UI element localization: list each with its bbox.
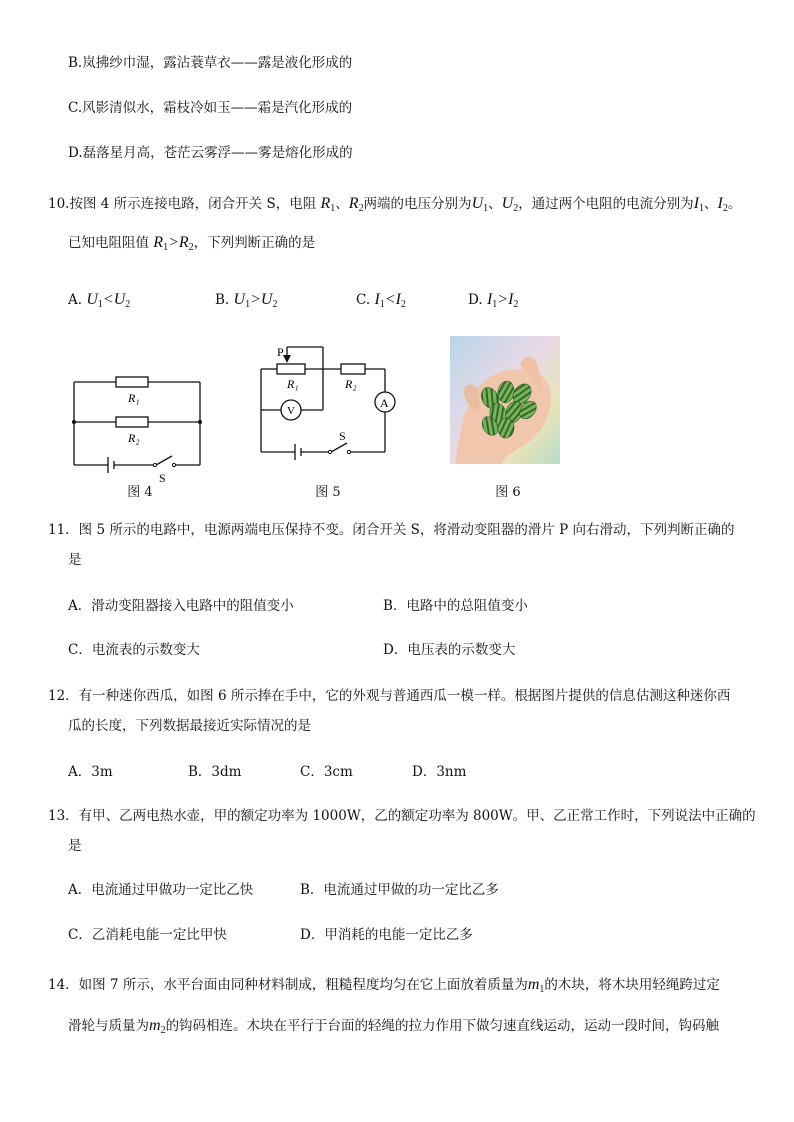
q12-stem-line2: 瓜的长度，下列数据最接近实际情况的是	[68, 718, 311, 734]
q10-condition	[68, 233, 315, 258]
q10-stem-part3: ，通过两个电阻的电流分别为	[518, 196, 694, 212]
q10-option-a-expr: $U_1<U_2$	[86, 291, 131, 310]
q11-stem-line2: 是	[68, 552, 82, 568]
q10-condition-part1: 已知电阻阻值	[68, 235, 149, 251]
q10-option-a-label: A.	[68, 292, 83, 308]
fig4-switch-label: S	[159, 471, 166, 485]
q10-option-b	[215, 290, 277, 315]
fig5-switch-label: S	[339, 429, 346, 443]
fig4-r1-label: R₁	[128, 391, 140, 405]
q11-option-b: B．电路中的总阻值变小	[383, 598, 528, 614]
q11-option-a: A．滑动变阻器接入电路中的阻值变小	[68, 598, 294, 614]
q11-stem-line1: 11．图 5 所示的电路中，电源两端电压保持不变。闭合开关 S，将滑动变阻器的滑片 P 向右滑动，下列判断正确的	[48, 522, 735, 538]
q9-option-b: B.岚拂纱巾湿，露沾蓑草衣——露是液化形成的	[68, 55, 353, 71]
q13-option-a: A．电流通过甲做功一定比乙快	[68, 882, 254, 898]
figure-4-circuit	[66, 370, 216, 485]
q10-number: 10.	[48, 196, 70, 212]
q13-option-d: D．甲消耗的电能一定比乙多	[300, 927, 473, 943]
q12-option-b: B．3dm	[188, 764, 242, 780]
q10-option-c-expr: $I_1<I_2$	[374, 291, 406, 310]
q10-stem-part2: 两端的电压分别为	[363, 196, 472, 212]
q12-option-d: D．3nm	[412, 764, 467, 780]
fig5-voltmeter-label: V	[287, 405, 295, 417]
figure-4-caption: 图 4	[127, 485, 153, 500]
q14-stem-line1	[48, 975, 720, 1000]
fig5-r2-label: R₂	[345, 377, 357, 391]
q10-symbol-u2: $U_2$	[501, 195, 519, 214]
q14-line1-part1: 14．如图 7 所示，水平台面由同种材料制成，粗糙程度均匀在它上面放着质量为	[48, 977, 528, 993]
q10-option-a	[68, 290, 130, 315]
q10-stem: 10.按图 4 所示连接电路，闭合开关 S，电阻 $R_1$、$R_2$两端的电压分别为$U_1$、$U_2$，通过两个电阻的电流分别为$I_1$、$I_2$。	[48, 195, 742, 214]
q10-option-b-label: B.	[215, 292, 230, 308]
q13-option-c: C．乙消耗电能一定比甲快	[68, 927, 227, 943]
q10-option-d-label: D.	[468, 292, 483, 308]
q10-symbol-i2: $I_2$	[717, 195, 728, 214]
q11-option-c: C．电流表的示数变大	[68, 642, 200, 658]
q10-option-c	[356, 290, 406, 315]
figure-6-caption: 图 6	[495, 485, 521, 500]
fig4-r2-label: R₂	[128, 431, 140, 445]
q10-symbol-r2: $R_2$	[348, 195, 364, 214]
fig5-ammeter-label: A	[380, 396, 389, 410]
figure-6-photo	[450, 336, 560, 464]
q9-option-d: D.磊落星月高，苍茫云雾浮——雾是熔化形成的	[68, 145, 353, 161]
q10-option-c-label: C.	[356, 292, 371, 308]
fig5-r1-label: R₁	[287, 377, 299, 391]
q10-option-b-expr: $U_1>U_2$	[233, 291, 278, 310]
q10-option-d-expr: $I_1>I_2$	[486, 291, 519, 310]
q14-stem-line2	[68, 1016, 719, 1041]
q10-condition-part2: ，下列判断正确的是	[193, 235, 316, 251]
q9-option-c: C.风影清似水，霜枝冷如玉——霜是汽化形成的	[68, 100, 353, 116]
q10-symbol-u1: $U_1$	[471, 195, 489, 214]
q10-option-d	[468, 290, 518, 315]
q10-symbol-r1: $R_1$	[320, 195, 336, 214]
q10-condition-expr: $R_1>R_2$	[153, 234, 194, 253]
q14-line1-part2: 的木块，将木块用轻绳跨过定	[544, 977, 720, 993]
q13-stem-line1: 13．有甲、乙两电热水壶，甲的额定功率为 1000W，乙的额定功率为 800W。甲、乙正常工作时，下列说法中正确的	[48, 808, 756, 824]
q10-stem-part4: 。	[727, 196, 742, 212]
q12-option-c: C．3cm	[300, 764, 353, 780]
fig5-slider-label: P	[277, 345, 284, 359]
figure-5-circuit	[255, 342, 405, 468]
q14-symbol-m1: $m_1$	[527, 976, 545, 995]
q10-stem-part1: 按图 4 所示连接电路，闭合开关 S，电阻	[69, 196, 317, 212]
q12-stem-line1: 12．有一种迷你西瓜，如图 6 所示捧在手中，它的外观与普通西瓜一模一样。根据图片提供的信息估测这种迷你西	[48, 688, 731, 704]
q13-stem-line2: 是	[68, 838, 82, 854]
figure-5-caption: 图 5	[315, 485, 341, 500]
q12-option-a: A．3m	[68, 764, 113, 780]
q14-line2-part2: 的钩码相连。木块在平行于台面的轻绳的拉力作用下做匀速直线运动，运动一段时间，钩码触	[165, 1018, 720, 1034]
q13-option-b: B．电流通过甲做的功一定比乙多	[300, 882, 499, 898]
q14-symbol-m2: $m_2$	[149, 1017, 166, 1036]
q14-line2-part1: 滑轮与质量为	[68, 1018, 149, 1034]
q11-option-d: D．电压表的示数变大	[383, 642, 516, 658]
q10-symbol-i1: $I_1$	[693, 195, 705, 214]
